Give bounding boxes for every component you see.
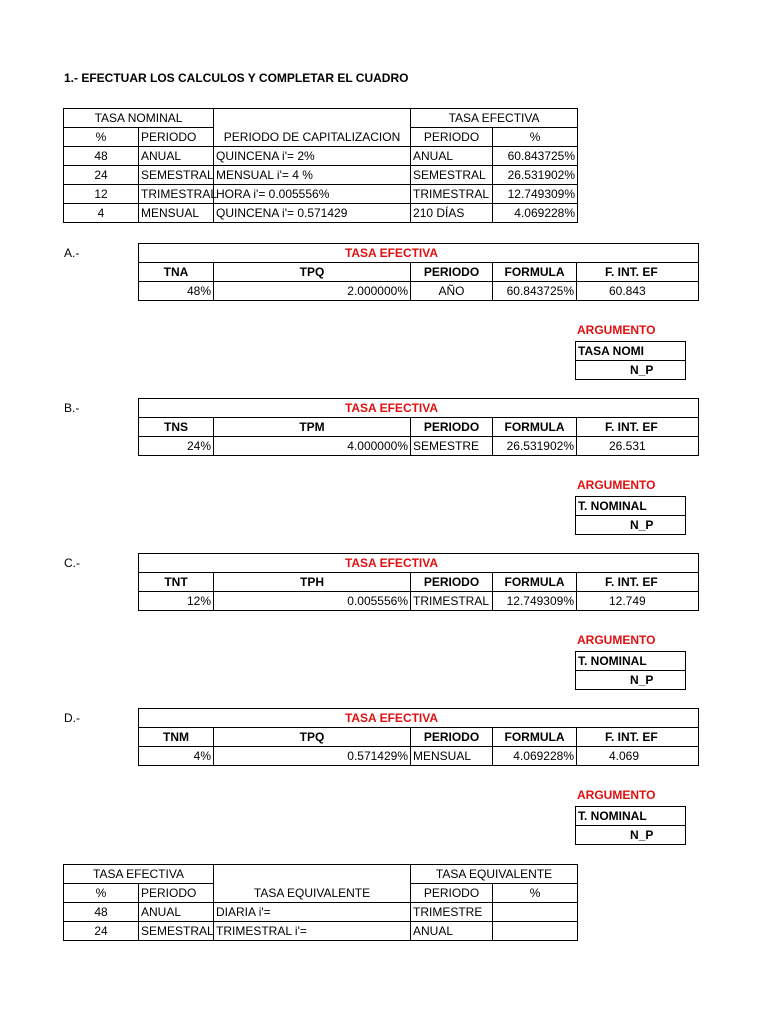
cell-periodo[interactable]: TRIMESTRAL (139, 185, 214, 204)
col-header: PERIODO (411, 573, 493, 592)
argument-title: ARGUMENTO (577, 633, 656, 647)
cell-value[interactable]: 4.069 (577, 747, 699, 766)
equivalent-rate-table (63, 864, 578, 941)
cell-value[interactable]: 4.000000% (214, 437, 411, 456)
cell-value[interactable]: 0.005556% (214, 592, 411, 611)
section-a-argument-wrap (575, 323, 656, 383)
cell-pct[interactable]: 24 (64, 166, 139, 185)
section-c-table-wrap (138, 553, 658, 615)
cell-periodo-ef[interactable]: SEMESTRAL (411, 166, 493, 185)
header-tasa-nominal: TASA NOMINAL (64, 109, 214, 128)
cell-capitalizacion[interactable]: QUINCENA i'= 0.571429 (214, 204, 411, 223)
argument-row: N_P (576, 516, 686, 535)
cell-value[interactable]: 60.843725% (493, 282, 577, 301)
cell-periodo-ef[interactable]: TRIMESTRAL (411, 185, 493, 204)
col-header: F. INT. EF (577, 263, 699, 282)
cell-value[interactable]: 26.531902% (493, 437, 577, 456)
col-header: TPM (214, 418, 411, 437)
cell-capitalizacion[interactable]: HORA i'= 0.005556% (214, 185, 411, 204)
table-row (64, 903, 578, 922)
table-row (64, 185, 578, 204)
header-tasa-efectiva: TASA EFECTIVA (64, 865, 214, 884)
col-header: PERIODO (411, 418, 493, 437)
cell-value[interactable]: 4.069228% (493, 747, 577, 766)
cell-value[interactable] (493, 922, 578, 941)
argument-row: N_P (576, 671, 686, 690)
argument-title: ARGUMENTO (577, 788, 656, 802)
col-header: TNT (139, 573, 214, 592)
cell-pct[interactable]: 24 (64, 922, 139, 941)
section-d-argument-wrap (575, 788, 656, 848)
cell-value[interactable]: 12.749309% (493, 592, 577, 611)
cell-value[interactable]: 26.531 (577, 437, 699, 456)
section-d-label: D.- (64, 711, 80, 725)
cell-capitalizacion[interactable]: QUINCENA i'= 2% (214, 147, 411, 166)
header-periodo: PERIODO (139, 128, 214, 147)
col-header: TNS (139, 418, 214, 437)
cell-periodo[interactable]: SEMESTRAL (139, 166, 214, 185)
header-periodo: PERIODO (139, 884, 214, 903)
cell-tasa-ef[interactable]: 26.531902% (493, 166, 578, 185)
col-header: TNA (139, 263, 214, 282)
cell-tasa-ef[interactable]: 12.749309% (493, 185, 578, 204)
cell-pct[interactable]: 48 (64, 147, 139, 166)
main-rate-table (63, 108, 578, 223)
table-header-row (64, 109, 578, 128)
header-tasa-equivalente-top: TASA EQUIVALENTE (411, 865, 578, 884)
section-header: TASA EFECTIVA (139, 399, 699, 418)
cell-value[interactable]: SEMESTRE (411, 437, 493, 456)
section-header: TASA EFECTIVA (139, 709, 699, 728)
col-header: F. INT. EF (577, 728, 699, 747)
section-header: TASA EFECTIVA (139, 244, 699, 263)
header-tasa-efectiva: TASA EFECTIVA (411, 109, 578, 128)
cell-value[interactable]: 12% (139, 592, 214, 611)
header-pct-ef: % (493, 128, 578, 147)
cell-periodo-2[interactable]: ANUAL (411, 922, 493, 941)
col-header: TPQ (214, 263, 411, 282)
col-header: FORMULA (493, 418, 577, 437)
cell-value[interactable]: 4% (139, 747, 214, 766)
table-header-row (64, 865, 578, 884)
page-title: 1.- EFECTUAR LOS CALCULOS Y COMPLETAR EL CUADRO (64, 71, 409, 85)
cell-value[interactable]: AÑO (411, 282, 493, 301)
section-b-argument-wrap (575, 478, 656, 538)
argument-row: T. NOMINAL (576, 652, 686, 671)
cell-value[interactable]: 2.000000% (214, 282, 411, 301)
section-d-table-wrap (138, 708, 658, 770)
table-row (64, 147, 578, 166)
header-periodo-capitalizacion: PERIODO DE CAPITALIZACION (214, 109, 411, 147)
cell-pct[interactable]: 4 (64, 204, 139, 223)
cell-value[interactable]: TRIMESTRAL (411, 592, 493, 611)
header-pct: % (64, 884, 139, 903)
cell-equivalente[interactable]: DIARIA i'= (214, 903, 411, 922)
cell-value[interactable]: 60.843 (577, 282, 699, 301)
cell-pct[interactable]: 12 (64, 185, 139, 204)
col-header: F. INT. EF (577, 573, 699, 592)
section-c-label: C.- (64, 556, 80, 570)
argument-row: TASA NOMI (576, 342, 686, 361)
argument-title: ARGUMENTO (577, 323, 656, 337)
section-a-table (138, 243, 699, 301)
col-header: F. INT. EF (577, 418, 699, 437)
cell-periodo[interactable]: ANUAL (139, 903, 214, 922)
argument-row: N_P (576, 826, 686, 845)
section-a-table-wrap (138, 243, 658, 305)
cell-pct[interactable]: 48 (64, 903, 139, 922)
cell-value[interactable]: 48% (139, 282, 214, 301)
cell-periodo[interactable]: MENSUAL (139, 204, 214, 223)
header-periodo-ef: PERIODO (411, 128, 493, 147)
section-d-table (138, 708, 699, 766)
argument-row: T. NOMINAL (576, 807, 686, 826)
argument-table (575, 806, 686, 845)
cell-equivalente[interactable]: TRIMESTRAL i'= (214, 922, 411, 941)
section-b-label: B.- (64, 401, 80, 415)
argument-title: ARGUMENTO (577, 478, 656, 492)
col-header: TNM (139, 728, 214, 747)
argument-table (575, 341, 686, 380)
cell-tasa-ef[interactable]: 60.843725% (493, 147, 578, 166)
section-b-table-wrap (138, 398, 658, 460)
section-a-label: A.- (64, 246, 80, 260)
header-periodo-2: PERIODO (411, 884, 493, 903)
argument-table (575, 496, 686, 535)
cell-periodo[interactable]: ANUAL (139, 147, 214, 166)
cell-periodo[interactable]: SEMESTRAL (139, 922, 214, 941)
header-tasa-equivalente: TASA EQUIVALENTE (214, 865, 411, 903)
cell-periodo-ef[interactable]: ANUAL (411, 147, 493, 166)
section-c-argument-wrap (575, 633, 656, 693)
table-row (64, 166, 578, 185)
cell-value[interactable]: 0.571429% (214, 747, 411, 766)
argument-table (575, 651, 686, 690)
header-pct: % (64, 128, 139, 147)
cell-capitalizacion[interactable]: MENSUAL i'= 4 % (214, 166, 411, 185)
section-c-table (138, 553, 699, 611)
col-header: PERIODO (411, 728, 493, 747)
table-row (64, 922, 578, 941)
cell-periodo-2[interactable]: TRIMESTRE (411, 903, 493, 922)
col-header: FORMULA (493, 728, 577, 747)
header-pct-2: % (493, 884, 578, 903)
col-header: FORMULA (493, 573, 577, 592)
section-b-table (138, 398, 699, 456)
cell-value[interactable] (493, 903, 578, 922)
col-header: TPH (214, 573, 411, 592)
col-header: PERIODO (411, 263, 493, 282)
cell-periodo-ef[interactable]: 210 DÍAS (411, 204, 493, 223)
cell-value[interactable]: 12.749 (577, 592, 699, 611)
argument-row: N_P (576, 361, 686, 380)
col-header: TPQ (214, 728, 411, 747)
argument-row: T. NOMINAL (576, 497, 686, 516)
table-row (64, 204, 578, 223)
cell-value[interactable]: MENSUAL (411, 747, 493, 766)
col-header: FORMULA (493, 263, 577, 282)
section-header: TASA EFECTIVA (139, 554, 699, 573)
cell-value[interactable]: 24% (139, 437, 214, 456)
cell-tasa-ef[interactable]: 4.069228% (493, 204, 578, 223)
